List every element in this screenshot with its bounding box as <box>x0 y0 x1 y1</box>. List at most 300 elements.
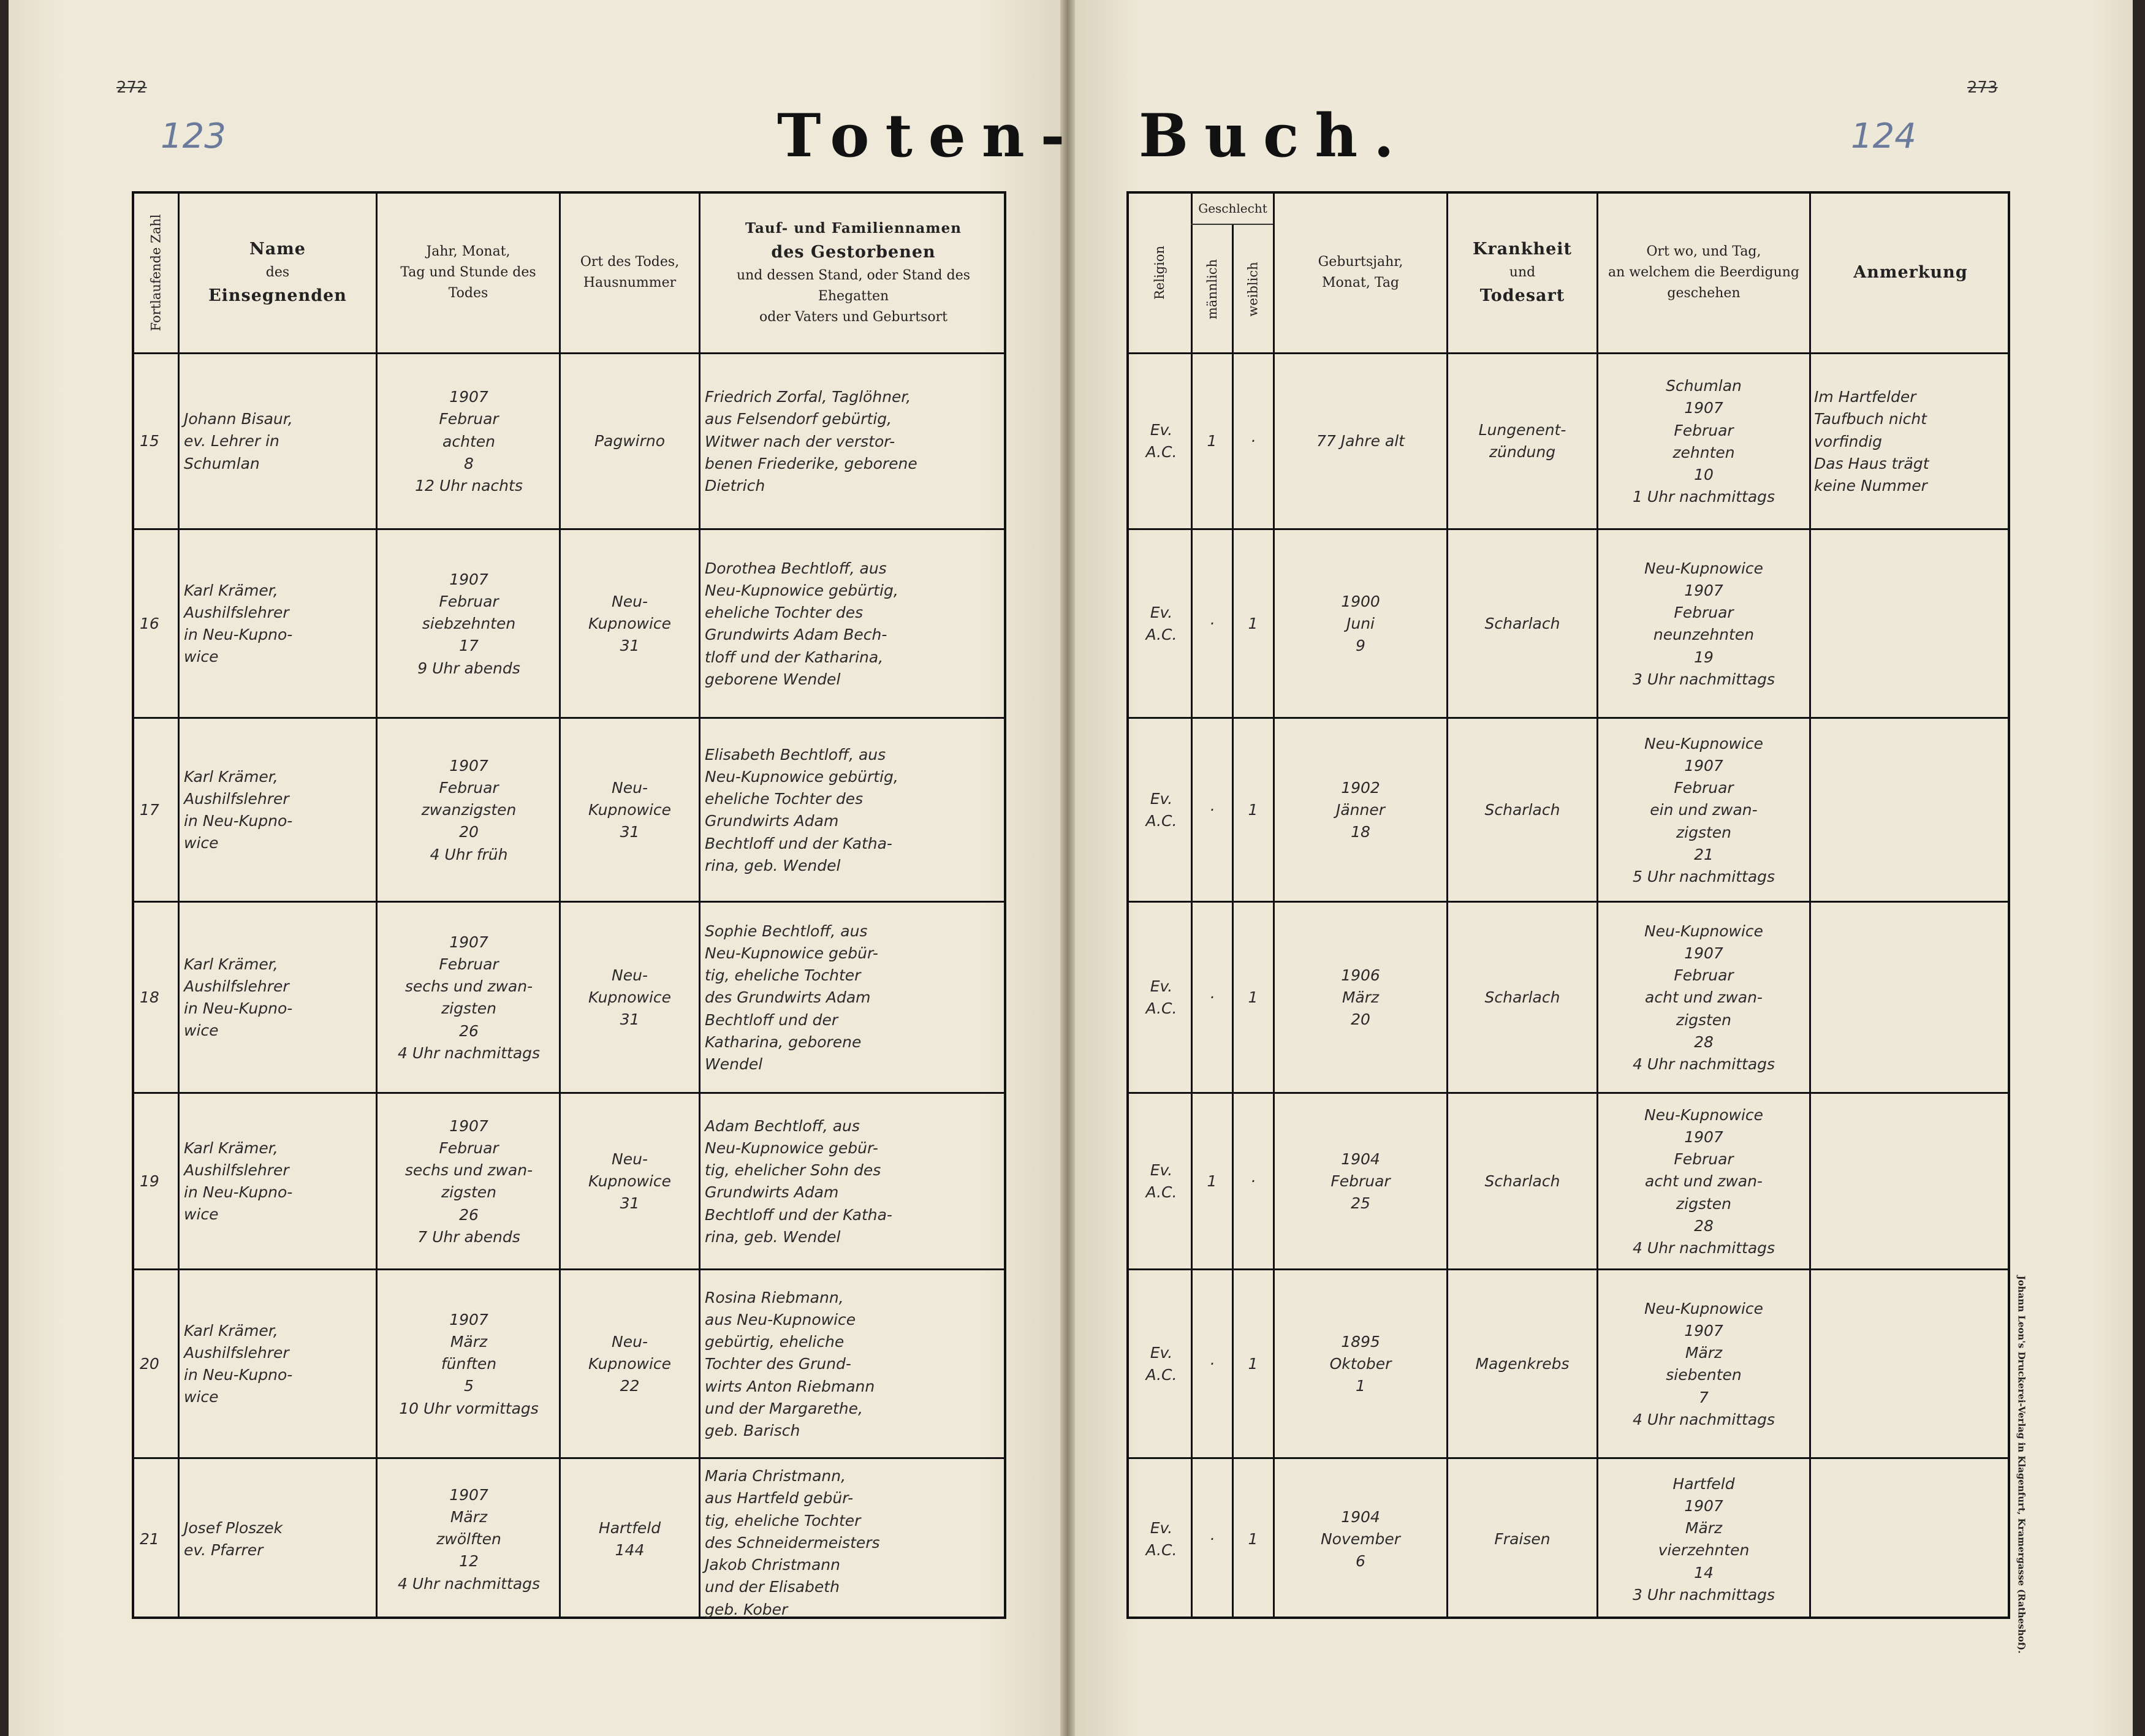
header-divider <box>132 352 1006 354</box>
handwritten-line: 1907 <box>1684 1321 1723 1340</box>
page-number-left: 123 <box>161 116 226 156</box>
handwritten-line: 4 Uhr nachmittags <box>1632 1410 1775 1428</box>
handwritten-line: März <box>450 1507 488 1526</box>
row-18-date <box>380 931 558 1065</box>
row-21-male <box>1195 1528 1229 1550</box>
handwritten-line: Schumlan <box>1666 377 1742 395</box>
handwritten-line: März <box>1685 1344 1723 1362</box>
row-18-deceased <box>705 920 1002 1076</box>
sex-header-divider <box>1191 224 1273 225</box>
handwritten-line: November <box>1320 1529 1401 1548</box>
handwritten-line: 20 <box>140 1354 159 1373</box>
handwritten-line: Magenkrebs <box>1475 1354 1570 1373</box>
row-20-date <box>380 1309 558 1420</box>
handwritten-line: Dietrich <box>705 477 765 495</box>
handwritten-line: Maria Christmann, <box>705 1467 846 1485</box>
handwritten-line: aus Neu-Kupnowice <box>705 1310 856 1329</box>
handwritten-line: Februar <box>439 955 499 973</box>
row-16-religion <box>1134 602 1189 646</box>
handwritten-line: 17 <box>140 800 159 819</box>
row-16-place <box>564 591 696 658</box>
handwritten-line: ev. Lehrer in <box>184 432 279 450</box>
handwritten-line: Kupnowice <box>588 614 672 632</box>
handwritten-line: 1904 <box>1341 1507 1380 1526</box>
handwritten-line: Sophie Bechtloff, aus <box>705 922 868 940</box>
handwritten-line: 1907 <box>449 1310 488 1329</box>
handwritten-line: Das Haus trägt <box>1814 454 1929 472</box>
handwritten-line: Taufbuch nicht <box>1814 410 1927 428</box>
handwritten-line: Bechtloff und der Katha- <box>705 1205 892 1224</box>
handwritten-line: 20 <box>459 823 479 841</box>
handwritten-line: 4 Uhr früh <box>430 845 508 863</box>
handwritten-line: 4 Uhr nachmittags <box>1632 1239 1775 1257</box>
header-burial: Ort wo, und Tag, an welchem die Beerdigung geschehen <box>1608 243 1799 301</box>
row-20-place <box>564 1331 696 1398</box>
handwritten-line: Jakob Christmann <box>705 1556 840 1574</box>
handwritten-line: Dorothea Bechtloff, aus <box>705 559 887 577</box>
row-16-birth <box>1278 591 1443 658</box>
handwritten-line: Karl Krämer, <box>184 581 278 599</box>
handwritten-line: Neu- <box>612 1332 648 1351</box>
handwritten-line: Grundwirts Adam Bech- <box>705 626 887 644</box>
col-divider <box>1191 191 1193 1619</box>
handwritten-line: Februar <box>1674 966 1734 984</box>
row-18-male <box>1195 987 1229 1009</box>
handwritten-line: 1 <box>1207 432 1217 450</box>
col-divider <box>1273 191 1275 1619</box>
handwritten-line: 12 <box>459 1552 479 1571</box>
handwritten-line: 14 <box>1694 1563 1714 1582</box>
row-15-date <box>380 386 558 497</box>
handwritten-line: zigsten <box>1676 1194 1731 1213</box>
handwritten-line: 1904 <box>1341 1150 1380 1168</box>
row-16-nr <box>140 613 177 635</box>
row-21-illness <box>1451 1528 1593 1550</box>
row-21-place <box>564 1517 696 1562</box>
row-20-female <box>1236 1353 1270 1375</box>
row-divider <box>132 1268 1006 1270</box>
handwritten-line: 3 Uhr nachmittags <box>1632 670 1775 688</box>
col-divider <box>1232 224 1234 1619</box>
header-female: weiblich <box>1246 261 1261 317</box>
book-gutter <box>1060 0 1075 1736</box>
row-divider <box>132 1092 1006 1094</box>
handwritten-line: 1907 <box>1684 944 1723 962</box>
row-15-nr <box>140 430 177 452</box>
handwritten-line: 4 Uhr nachmittags <box>1632 1055 1775 1073</box>
handwritten-line: in Neu-Kupno- <box>184 1183 293 1201</box>
handwritten-line: 1907 <box>449 756 488 775</box>
handwritten-line: · <box>1209 800 1215 819</box>
handwritten-line: 5 Uhr nachmittags <box>1632 868 1775 885</box>
handwritten-line: in Neu-Kupno- <box>184 626 293 643</box>
header-place: Ort des Todes, Hausnummer <box>580 254 680 290</box>
handwritten-line: März <box>1685 1519 1723 1537</box>
handwritten-line: ein und zwan- <box>1650 801 1758 819</box>
handwritten-line: Kupnowice <box>588 988 672 1006</box>
handwritten-line: wice <box>184 1388 219 1406</box>
handwritten-line: eheliche Tochter des <box>705 604 864 621</box>
row-21-religion <box>1134 1517 1189 1562</box>
handwritten-line: zigsten <box>441 999 496 1018</box>
row-18-place <box>564 965 696 1031</box>
row-15-deceased <box>705 386 1002 497</box>
handwritten-line: 1900 <box>1341 592 1380 610</box>
handwritten-line: achten <box>442 432 495 450</box>
handwritten-line: März <box>1342 988 1380 1006</box>
handwritten-line: Neu-Kupnowice gebür- <box>705 944 878 962</box>
handwritten-line: 8 <box>464 454 474 472</box>
handwritten-line: 18 <box>140 988 159 1006</box>
handwritten-line: 1 <box>1248 614 1258 632</box>
header-name: Name des Einsegnenden <box>208 240 347 306</box>
handwritten-line: 26 <box>459 1022 479 1040</box>
handwritten-line: Ev. <box>1150 1343 1173 1362</box>
handwritten-line: Kupnowice <box>588 800 672 819</box>
row-15-female <box>1236 430 1270 452</box>
handwritten-line: Aushilfslehrer <box>184 1161 289 1179</box>
row-20-birth <box>1278 1331 1443 1398</box>
handwritten-line: in Neu-Kupno- <box>184 999 293 1017</box>
handwritten-line: A.C. <box>1145 999 1177 1017</box>
row-18-religion <box>1134 976 1189 1020</box>
row-19-place <box>564 1148 696 1215</box>
handwritten-line: tig, eheliche Tochter <box>705 966 861 984</box>
handwritten-line: · <box>1209 1529 1215 1548</box>
handwritten-line: 4 Uhr nachmittags <box>397 1044 541 1062</box>
handwritten-line: Ev. <box>1150 789 1173 808</box>
handwritten-line: gebürtig, eheliche <box>705 1333 845 1351</box>
handwritten-line: siebzehnten <box>422 615 516 632</box>
handwritten-line: Februar <box>1674 421 1734 439</box>
row-divider <box>1126 1092 2010 1094</box>
row-divider <box>1126 717 2010 719</box>
handwritten-line: 10 <box>1694 466 1714 483</box>
handwritten-line: 1907 <box>1684 756 1723 775</box>
handwritten-line: Im Hartfelder <box>1814 388 1916 406</box>
handwritten-line: · <box>1250 432 1256 450</box>
handwritten-line: 6 <box>1356 1552 1365 1570</box>
row-19-burial <box>1601 1104 1807 1260</box>
header-birth: Geburtsjahr, Monat, Tag <box>1318 254 1403 290</box>
handwritten-line: Neu- <box>612 778 648 797</box>
handwritten-line: 10 Uhr vormittags <box>399 1399 539 1417</box>
handwritten-line: Ev. <box>1150 1518 1173 1537</box>
row-15-remark <box>1814 386 2008 497</box>
handwritten-line: Kupnowice <box>588 1172 672 1190</box>
handwritten-line: Fraisen <box>1494 1529 1551 1548</box>
row-15-burial <box>1601 375 1807 509</box>
handwritten-line: zwanzigsten <box>421 801 517 819</box>
handwritten-line: 1907 <box>449 1116 488 1135</box>
handwritten-line: Neu-Kupnowice <box>1644 559 1764 577</box>
handwritten-line: Katharina, geborene <box>705 1033 862 1051</box>
handwritten-line: wice <box>184 834 219 852</box>
row-21-female <box>1236 1528 1270 1550</box>
row-21-name <box>184 1517 371 1562</box>
row-16-male <box>1195 613 1229 635</box>
handwritten-line: Hartfeld <box>1672 1474 1735 1493</box>
row-21-burial <box>1601 1473 1807 1607</box>
old-page-number-left: 272 <box>116 78 147 97</box>
printer-imprint: Johann Leon's Druckerei-Verlag in Klagenfurt, Kramergasse (Ratheshof). <box>2016 1275 2027 1654</box>
row-19-name <box>184 1137 371 1226</box>
handwritten-line: A.C. <box>1145 443 1177 461</box>
header-sex: Geschlecht <box>1198 200 1267 216</box>
row-18-illness <box>1451 987 1593 1009</box>
handwritten-line: 31 <box>620 823 640 841</box>
handwritten-line: Aushilfslehrer <box>184 977 289 995</box>
handwritten-line: 17 <box>459 637 479 655</box>
handwritten-line: 1907 <box>449 933 488 951</box>
handwritten-line: Februar <box>1674 604 1734 621</box>
handwritten-line: 1907 <box>1684 581 1723 599</box>
handwritten-line: vierzehnten <box>1658 1541 1750 1560</box>
row-16-illness <box>1451 613 1593 635</box>
handwritten-line: A.C. <box>1145 1541 1177 1559</box>
handwritten-line: Kupnowice <box>588 1354 672 1373</box>
handwritten-line: acht und zwan- <box>1645 1172 1763 1191</box>
handwritten-line: 3 Uhr nachmittags <box>1632 1585 1775 1604</box>
row-16-burial <box>1601 558 1807 691</box>
handwritten-line: 22 <box>620 1377 640 1395</box>
handwritten-line: Bechtloff und der Katha- <box>705 834 892 852</box>
handwritten-line: fünften <box>441 1355 497 1373</box>
handwritten-line: tig, ehelicher Sohn des <box>705 1161 881 1179</box>
handwritten-line: 28 <box>1694 1216 1714 1235</box>
handwritten-line: benen Friederike, geborene <box>705 454 917 472</box>
handwritten-line: 25 <box>1351 1194 1370 1212</box>
row-18-birth <box>1278 965 1443 1031</box>
handwritten-line: sechs und zwan- <box>404 1161 533 1179</box>
row-16-name <box>184 580 371 669</box>
header-nr: Fortlaufende Zahl <box>148 214 163 332</box>
row-17-nr <box>140 799 177 821</box>
handwritten-line: 1 <box>1248 1354 1258 1373</box>
row-20-nr <box>140 1353 177 1375</box>
row-20-illness <box>1451 1353 1593 1375</box>
col-divider <box>1596 191 1598 1619</box>
handwritten-line: Scharlach <box>1484 988 1560 1006</box>
handwritten-line: Juni <box>1346 614 1375 632</box>
handwritten-line: zigsten <box>441 1183 496 1202</box>
title-left: Toten- <box>777 101 1081 170</box>
handwritten-line: Aushilfslehrer <box>184 789 289 808</box>
handwritten-line: 1907 <box>449 388 488 406</box>
row-18-name <box>184 953 371 1042</box>
handwritten-line: Februar <box>439 778 499 797</box>
handwritten-line: A.C. <box>1145 1365 1177 1384</box>
row-17-female <box>1236 799 1270 821</box>
handwritten-line: 1 <box>1248 1529 1258 1548</box>
handwritten-line: Grundwirts Adam <box>705 812 839 830</box>
title-right: Buch. <box>1139 101 1410 170</box>
handwritten-line: 31 <box>620 1010 640 1028</box>
row-19-religion <box>1134 1159 1189 1204</box>
handwritten-line: Neu-Kupnowice <box>1644 922 1764 940</box>
row-divider <box>132 901 1006 903</box>
handwritten-line: keine Nummer <box>1814 477 1927 495</box>
handwritten-line: 15 <box>140 432 159 450</box>
handwritten-line: Grundwirts Adam <box>705 1183 839 1202</box>
handwritten-line: 1 <box>1356 1377 1365 1395</box>
handwritten-line: sechs und zwan- <box>404 977 533 995</box>
header-remark: Anmerkung <box>1853 263 1968 282</box>
handwritten-line: 19 <box>140 1172 159 1190</box>
handwritten-line: · <box>1250 1172 1256 1190</box>
handwritten-line: 9 <box>1356 637 1365 654</box>
row-20-name <box>184 1320 371 1409</box>
handwritten-line: zigsten <box>1676 823 1731 841</box>
handwritten-line: des Grundwirts Adam <box>705 988 871 1007</box>
row-divider <box>1126 528 2010 530</box>
handwritten-line: 21 <box>140 1529 159 1548</box>
handwritten-line: A.C. <box>1145 1183 1177 1201</box>
handwritten-line: Lungenent- <box>1478 421 1566 439</box>
old-page-number-right: 273 <box>1967 78 1998 97</box>
handwritten-line: 18 <box>1351 823 1370 841</box>
row-17-religion <box>1134 788 1189 833</box>
handwritten-line: neunzehnten <box>1653 626 1755 644</box>
header-divider <box>1126 352 2010 354</box>
handwritten-line: Aushilfslehrer <box>184 1343 289 1362</box>
handwritten-line: Adam Bechtloff, aus <box>705 1116 860 1135</box>
row-19-deceased <box>705 1115 1002 1249</box>
handwritten-line: Scharlach <box>1484 1172 1560 1190</box>
col-divider <box>1446 191 1448 1619</box>
handwritten-line: wice <box>184 648 219 666</box>
col-divider <box>178 191 180 1619</box>
handwritten-line: und der Margarethe, <box>705 1399 863 1417</box>
row-17-place <box>564 777 696 844</box>
handwritten-line: Ev. <box>1150 603 1173 621</box>
handwritten-line: 5 <box>464 1377 474 1395</box>
row-divider <box>132 1457 1006 1459</box>
handwritten-line: 1906 <box>1341 966 1380 984</box>
row-21-date <box>380 1484 558 1595</box>
row-17-burial <box>1601 733 1807 889</box>
col-divider <box>559 191 561 1619</box>
handwritten-line: 77 Jahre alt <box>1316 432 1405 450</box>
handwritten-line: 1907 <box>1684 1128 1723 1146</box>
handwritten-line: Neu-Kupnowice <box>1644 734 1764 752</box>
handwritten-line: · <box>1209 988 1215 1006</box>
handwritten-line: wice <box>184 1022 219 1040</box>
handwritten-line: rina, geb. Wendel <box>705 1227 841 1246</box>
handwritten-line: Februar <box>439 410 499 428</box>
handwritten-line: Februar <box>1331 1172 1391 1190</box>
handwritten-line: geb. Kober <box>705 1600 788 1618</box>
row-17-name <box>184 766 371 855</box>
handwritten-line: Februar <box>1674 1150 1734 1168</box>
handwritten-line: Neu- <box>612 1150 648 1168</box>
row-21-birth <box>1278 1506 1443 1573</box>
handwritten-line: Johann Bisaur, <box>184 410 293 428</box>
handwritten-line: 1 <box>1248 988 1258 1006</box>
handwritten-line: zehnten <box>1672 443 1735 461</box>
handwritten-line: siebenten <box>1666 1366 1742 1384</box>
handwritten-line: Pagwirno <box>594 432 666 450</box>
handwritten-line: 26 <box>459 1205 479 1224</box>
handwritten-line: 16 <box>140 614 159 632</box>
handwritten-line: 1907 <box>1684 399 1723 417</box>
handwritten-line: und der Elisabeth <box>705 1578 840 1596</box>
handwritten-line: Witwer nach der verstor- <box>705 432 895 450</box>
header-date: Jahr, Monat, Tag und Stunde des Todes <box>400 243 536 301</box>
row-16-date <box>380 569 558 680</box>
row-15-religion <box>1134 419 1189 464</box>
row-15-illness <box>1451 419 1593 464</box>
handwritten-line: 1 Uhr nachmittags <box>1632 488 1775 506</box>
handwritten-line: Rosina Riebmann, <box>705 1288 844 1306</box>
row-15-male <box>1195 430 1229 452</box>
handwritten-line: Schumlan <box>184 454 260 472</box>
col-divider <box>699 191 700 1619</box>
handwritten-line: 31 <box>620 1194 640 1212</box>
handwritten-line: 1902 <box>1341 778 1380 797</box>
handwritten-line: Friedrich Zorfal, Taglöhner, <box>705 388 911 406</box>
handwritten-line: zigsten <box>1676 1010 1731 1029</box>
handwritten-line: aus Felsendorf gebürtig, <box>705 410 892 428</box>
row-divider <box>1126 1457 2010 1459</box>
handwritten-line: acht und zwan- <box>1645 988 1763 1007</box>
handwritten-line: Scharlach <box>1484 800 1560 819</box>
handwritten-line: Ev. <box>1150 421 1173 439</box>
handwritten-line: 1907 <box>449 570 488 588</box>
handwritten-line: vorfindig <box>1814 432 1883 450</box>
row-17-birth <box>1278 777 1443 844</box>
handwritten-line: · <box>1209 614 1215 632</box>
handwritten-line: 1907 <box>449 1485 488 1504</box>
handwritten-line: Neu-Kupnowice <box>1644 1105 1764 1124</box>
row-15-place <box>564 430 696 452</box>
handwritten-line: eheliche Tochter des <box>705 790 864 808</box>
handwritten-line: 1907 <box>1684 1496 1723 1515</box>
row-19-birth <box>1278 1148 1443 1215</box>
row-19-nr <box>140 1170 177 1192</box>
handwritten-line: 1 <box>1248 800 1258 819</box>
handwritten-line: Neu-Kupnowice gebürtig, <box>705 767 898 786</box>
handwritten-line: Neu-Kupnowice <box>1644 1299 1764 1317</box>
handwritten-line: 9 Uhr abends <box>417 659 520 677</box>
row-21-deceased <box>705 1465 1002 1621</box>
row-18-female <box>1236 987 1270 1009</box>
handwritten-line: wirts Anton Riebmann <box>705 1377 875 1395</box>
handwritten-line: 7 <box>1699 1388 1709 1406</box>
handwritten-line: Ev. <box>1150 977 1173 995</box>
row-20-male <box>1195 1353 1229 1375</box>
page-number-right: 124 <box>1851 116 1916 156</box>
handwritten-line: Neu-Kupnowice gebür- <box>705 1139 878 1157</box>
row-19-date <box>380 1115 558 1249</box>
handwritten-line: 144 <box>615 1541 645 1559</box>
handwritten-line: Scharlach <box>1484 614 1560 632</box>
handwritten-line: Februar <box>439 1139 499 1157</box>
handwritten-line: Karl Krämer, <box>184 955 278 973</box>
header-illness: Krankheit und Todesart <box>1472 240 1573 306</box>
row-17-date <box>380 755 558 866</box>
handwritten-line: in Neu-Kupno- <box>184 1366 293 1384</box>
handwritten-line: Josef Ploszek <box>184 1518 283 1537</box>
handwritten-line: Oktober <box>1329 1354 1392 1373</box>
row-17-male <box>1195 799 1229 821</box>
handwritten-line: ev. Pfarrer <box>184 1541 264 1559</box>
handwritten-line: 7 Uhr abends <box>417 1227 520 1246</box>
row-15-name <box>184 408 371 475</box>
row-19-female <box>1236 1170 1270 1192</box>
handwritten-line: Februar <box>1674 779 1734 797</box>
handwritten-line: Neu- <box>612 966 648 984</box>
